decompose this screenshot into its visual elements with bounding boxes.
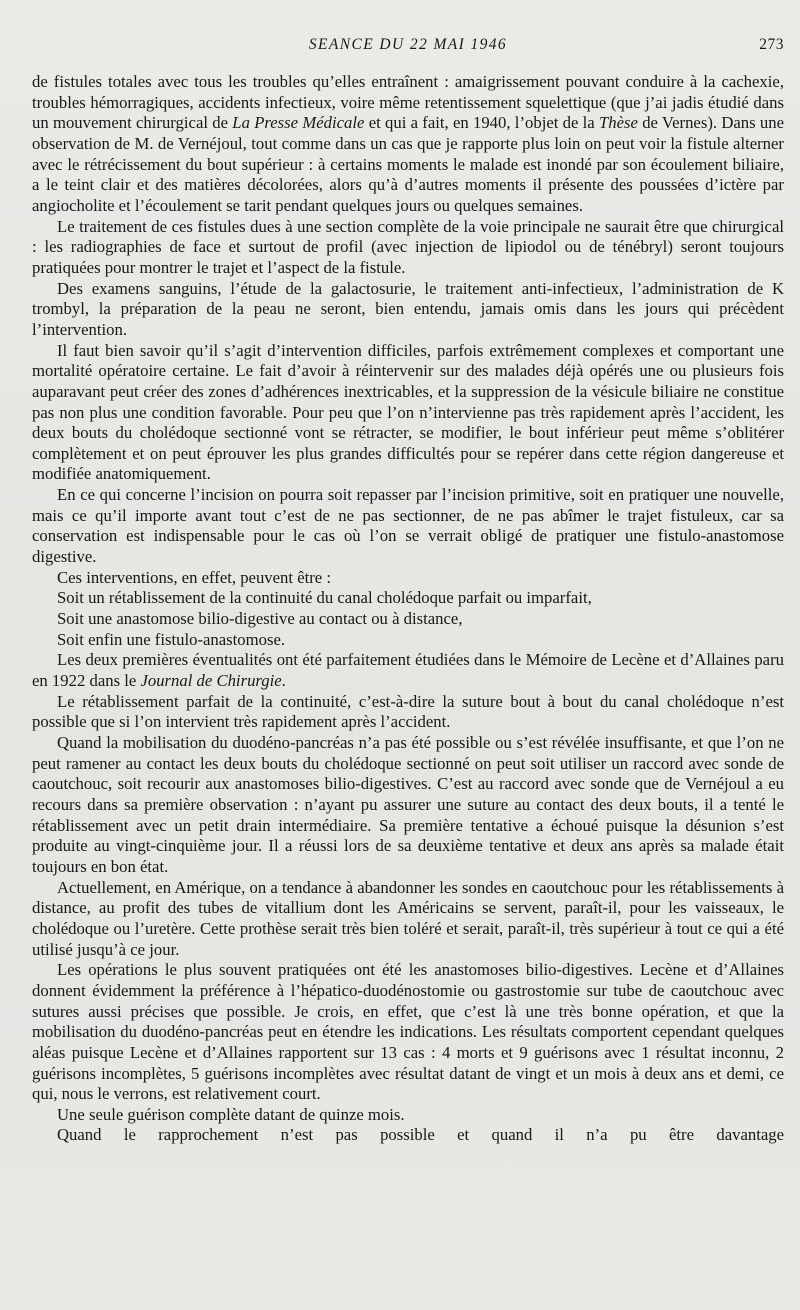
paragraph-mobilisation: Quand la mobilisation du duodéno-pancréas n’a pas été possible ou s’est révélée insuffisante, et que l’on ne peut ramener au contact les deux bouts du cholédoque sectionné on peut soit utiliser un raccord avec sonde de caoutchouc, soit recourir aux anastomoses bilio-digestives. C’est au raccord avec sonde que de Vernéjoul a eu recours dans sa première observation : n’ayant pu assurer une suture au contact des deux bouts, il a tenté le rétablissement avec un petit drain intermédiaire. Sa première tentative a échoué puisque la désunion s’est produite au vingt-cinquième jour. Il a réussi lors de sa deuxième tentative et deux ans après sa malade était toujours en bon état. xyxy=(32,733,784,876)
these-title: Thèse xyxy=(598,113,638,133)
paragraph-amerique: Actuellement, en Amérique, on a tendance à abandonner les sondes en caoutchouc pour les rétablissements à distance, au profit des tubes de vitallium dont les Américains se servent, paraît-il, pour les vaisseaux, le cholédoque ou l’uretère. Cette prothèse serait très bien toléré et serait, paraît-il, très supérieur à tout ce qui a été utilisé jusqu’à ce jour. xyxy=(32,877,784,959)
paragraph-option-anastomose: Soit une anastomose bilio-digestive au contact ou à distance, xyxy=(57,609,463,629)
paragraph-seule-guerison: Une seule guérison complète datant de quinze mois. xyxy=(57,1104,405,1124)
paragraph-fistules-totales xyxy=(32,72,784,217)
journal-presse-medicale: La Presse Médicale xyxy=(232,113,365,133)
paragraph-memoire-lecene xyxy=(32,650,784,691)
paragraph-memoire-lecene-before: Les deux premières éventualités ont été parfaitement étudiées dans le Mémoire de Lecène et d’Allaines paru en 1922 dans le xyxy=(32,650,784,691)
paragraph-incision: En ce qui concerne l’incision on pourra soit repasser par l’incision primitive, soit en pratiquer une nouvelle, mais ce qu’il importe avant tout c’est de ne pas sectionner, de ne pas abîmer le trajet fistuleux, car sa conservation est indispensable pour le cas où l’on se verrait obligé de pratiquer une fistulo-anastomose digestive. xyxy=(32,485,784,567)
paragraph-memoire-lecene-after: . xyxy=(281,671,286,691)
paragraph-option-fistulo-anastomose: Soit enfin une fistulo-anastomose. xyxy=(57,629,286,649)
paragraph-operations-pratiquees: Les opérations le plus souvent pratiquées ont été les anastomoses bilio-digestives. Lecène et d’Allaines donnent évidemment la préférence à l’hépatico-duodénostomie ou gastrostomie sur tube de caoutchouc avec sutures aussi précises que possible. Je crois, en effet, que c’est là une très bonne opération, et que la mobilisation du duodéno-pancréas peut en étendre les indications. Les résultats comportent cependant quelques aléas puisque Lecène et d’Allaines rapportent sur 13 cas : 4 morts et 9 guérisons avec 1 résultat inconnu, 2 guérisons incomplètes, 5 guérisons incomplètes avec résultat datant de vingt et un mois à deux ans et demi, ce qui, nous le verrons, est relativement court. xyxy=(32,960,784,1104)
running-head: SEANCE DU 22 MAI 1946 xyxy=(308,36,508,53)
page-header xyxy=(32,36,784,60)
paragraph-interventions-list-intro: Ces interventions, en effet, peuvent être : xyxy=(57,567,332,587)
journal-de-chirurgie: Journal de Chirurgie xyxy=(140,671,282,691)
paragraph-traitement: Le traitement de ces fistules dues à une section complète de la voie principale ne saurait être que chirurgical : les radiographies de face et surtout de profil (avec injection de lipiodol ou de ténébryl) seront toujours pratiquées pour montrer le trajet et l’aspect de la fistule. xyxy=(32,216,784,277)
paragraph-option-retablissement: Soit un rétablissement de la continuité du canal cholédoque parfait ou imparfait, xyxy=(57,588,592,608)
paragraph-fistules-totales-middle: et qui a fait, en 1940, l’objet de la xyxy=(364,113,599,133)
paragraph-retablissement-parfait: Le rétablissement parfait de la continuité, c’est-à-dire la suture bout à bout du canal cholédoque n’est possible que si l’on intervient très rapidement après l’accident. xyxy=(32,691,784,732)
paragraph-examens-sanguins: Des examens sanguins, l’étude de la galactosurie, le traitement anti-infectieux, l’administration de K trombyl, la préparation de la peau ne seront, bien entendu, jamais omis dans les jours qui précèdent l’intervention. xyxy=(32,278,784,339)
page-number: 273 xyxy=(759,36,784,53)
paragraph-fistules-totales-after: de Vernes). Dans une observation de M. de Vernéjoul, tout comme dans un cas que je rapporte plus loin on peut voir la fistule alterner avec le rétrécissement du bout supérieur : à certains moments le malade est inondé par son écoulement biliaire, a le teint clair et des matières décolorées, alors qu’à d’autres moments il présente des poussées d’ictère par angiocholite et l’écoulement se tarit pendant quelques jours ou quelques semaines. xyxy=(32,113,784,215)
paragraph-interventions-difficiles: Il faut bien savoir qu’il s’agit d’intervention difficiles, parfois extrêmement complexes et comportant une mortalité opératoire certaine. Le fait d’avoir à réintervenir sur des malades déjà opérés une ou plusieurs fois auparavant peut créer des zones d’adhérences inextricables, et la suppression de la vésicule biliaire ne constitue pas non plus une condition favorable. Pour peu que l’on n’intervienne pas très rapidement après l’accident, les deux bouts du cholédoque sectionné vont se rétracter, se modifier, le bout inférieur peut même s’oblitérer complètement et on peut éprouver les plus grandes difficultés pour se repérer dans cette région dangereuse et modifiée anatomiquement. xyxy=(32,340,784,484)
body-text xyxy=(32,72,784,1146)
paragraph-fistules-totales-before: de fistules totales avec tous les troubles qu’elles entraînent : amaigrissement pouvant conduire à la cachexie, troubles hémorragiques, accidents infectieux, voire même retentissement squelettique (que j’ai jadis étudié dans un mouvement chirurgical de xyxy=(32,72,784,133)
paragraph-rapprochement: Quand le rapprochement n’est pas possible et quand il n’a pu être davantage xyxy=(57,1125,784,1145)
